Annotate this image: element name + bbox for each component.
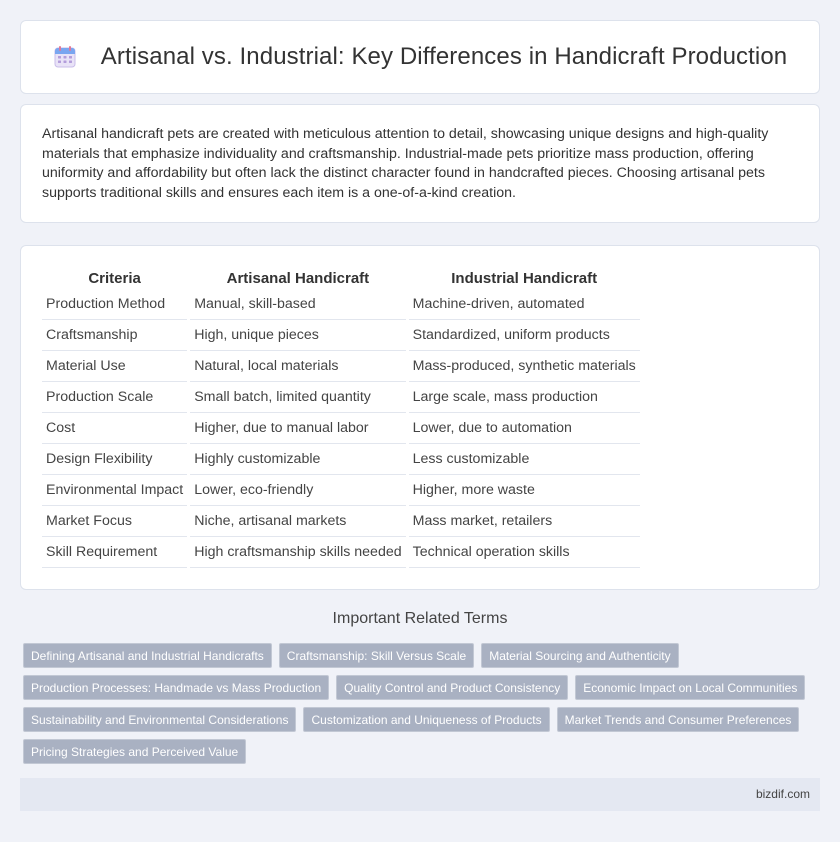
- table-row: [42, 475, 640, 506]
- table-cell-industrial: Lower, due to automation: [409, 413, 640, 444]
- table-header-row: [42, 266, 640, 289]
- related-term-tag[interactable]: Sustainability and Environmental Considerations: [23, 707, 296, 732]
- footer-site-link[interactable]: bizdif.com: [755, 787, 810, 801]
- intro-card: [20, 104, 820, 223]
- table-cell-criteria: Cost: [42, 413, 187, 444]
- table-cell-artisanal: High, unique pieces: [190, 320, 405, 351]
- related-term-tag[interactable]: Production Processes: Handmade vs Mass Production: [23, 675, 329, 700]
- table-cell-artisanal: Natural, local materials: [190, 351, 405, 382]
- table-cell-industrial: Mass market, retailers: [409, 506, 640, 537]
- table-row: [42, 413, 640, 444]
- table-cell-artisanal: Highly customizable: [190, 444, 405, 475]
- table-cell-criteria: Production Scale: [42, 382, 187, 413]
- table-row: [42, 289, 640, 320]
- related-term-tag[interactable]: Quality Control and Product Consistency: [336, 675, 568, 700]
- column-header-industrial: Industrial Handicraft: [451, 270, 598, 287]
- table-cell-artisanal: High craftsmanship skills needed: [190, 537, 405, 568]
- table-cell-criteria: Market Focus: [42, 506, 187, 537]
- table-cell-industrial: Technical operation skills: [409, 537, 640, 568]
- comparison-table: [39, 266, 643, 568]
- table-row: [42, 351, 640, 382]
- related-term-tag[interactable]: Pricing Strategies and Perceived Value: [23, 739, 246, 764]
- table-cell-artisanal: Manual, skill-based: [190, 289, 405, 320]
- header-card: [20, 20, 820, 94]
- table-cell-industrial: Higher, more waste: [409, 475, 640, 506]
- related-term-tag[interactable]: Customization and Uniqueness of Products: [303, 707, 549, 732]
- table-cell-artisanal: Niche, artisanal markets: [190, 506, 405, 537]
- table-row: [42, 537, 640, 568]
- comparison-table-card: [20, 245, 820, 590]
- table-cell-industrial: Mass-produced, synthetic materials: [409, 351, 640, 382]
- table-cell-criteria: Design Flexibility: [42, 444, 187, 475]
- calendar-icon: [53, 45, 77, 69]
- table-cell-criteria: Skill Requirement: [42, 537, 187, 568]
- table-cell-industrial: Machine-driven, automated: [409, 289, 640, 320]
- table-row: [42, 506, 640, 537]
- intro-text: Artisanal handicraft pets are created with meticulous attention to detail, showcasing unique designs and high-quality materials that emphasize individuality and craftsmanship. Industrial-made pets prioritize mass production, offering uniformity and affordability but often lack the distinct character found in handcrafted pieces. Choosing artisanal pets supports traditional skills and ensures each item is a one-of-a-kind creation.: [42, 126, 769, 201]
- related-term-tag[interactable]: Craftsmanship: Skill Versus Scale: [279, 643, 474, 668]
- column-header-criteria: Criteria: [88, 270, 141, 287]
- table-cell-criteria: Material Use: [42, 351, 187, 382]
- table-cell-artisanal: Small batch, limited quantity: [190, 382, 405, 413]
- table-cell-artisanal: Lower, eco-friendly: [190, 475, 405, 506]
- table-cell-artisanal: Higher, due to manual labor: [190, 413, 405, 444]
- related-term-tag[interactable]: Market Trends and Consumer Preferences: [557, 707, 800, 732]
- table-row: [42, 444, 640, 475]
- column-header-artisanal: Artisanal Handicraft: [226, 270, 370, 287]
- table-cell-industrial: Large scale, mass production: [409, 382, 640, 413]
- related-terms-title: Important Related Terms: [332, 610, 508, 627]
- related-term-tag[interactable]: Defining Artisanal and Industrial Handicrafts: [23, 643, 272, 668]
- footer: [20, 778, 820, 811]
- table-cell-industrial: Standardized, uniform products: [409, 320, 640, 351]
- table-row: [42, 320, 640, 351]
- related-terms-tags: [23, 643, 823, 771]
- table-cell-criteria: Production Method: [42, 289, 187, 320]
- table-cell-criteria: Craftsmanship: [42, 320, 187, 351]
- related-term-tag[interactable]: Material Sourcing and Authenticity: [481, 643, 678, 668]
- related-term-tag[interactable]: Economic Impact on Local Communities: [575, 675, 805, 700]
- table-cell-industrial: Less customizable: [409, 444, 640, 475]
- table-row: [42, 382, 640, 413]
- table-cell-criteria: Environmental Impact: [42, 475, 187, 506]
- page-title: Artisanal vs. Industrial: Key Differences in Handicraft Production: [100, 43, 788, 70]
